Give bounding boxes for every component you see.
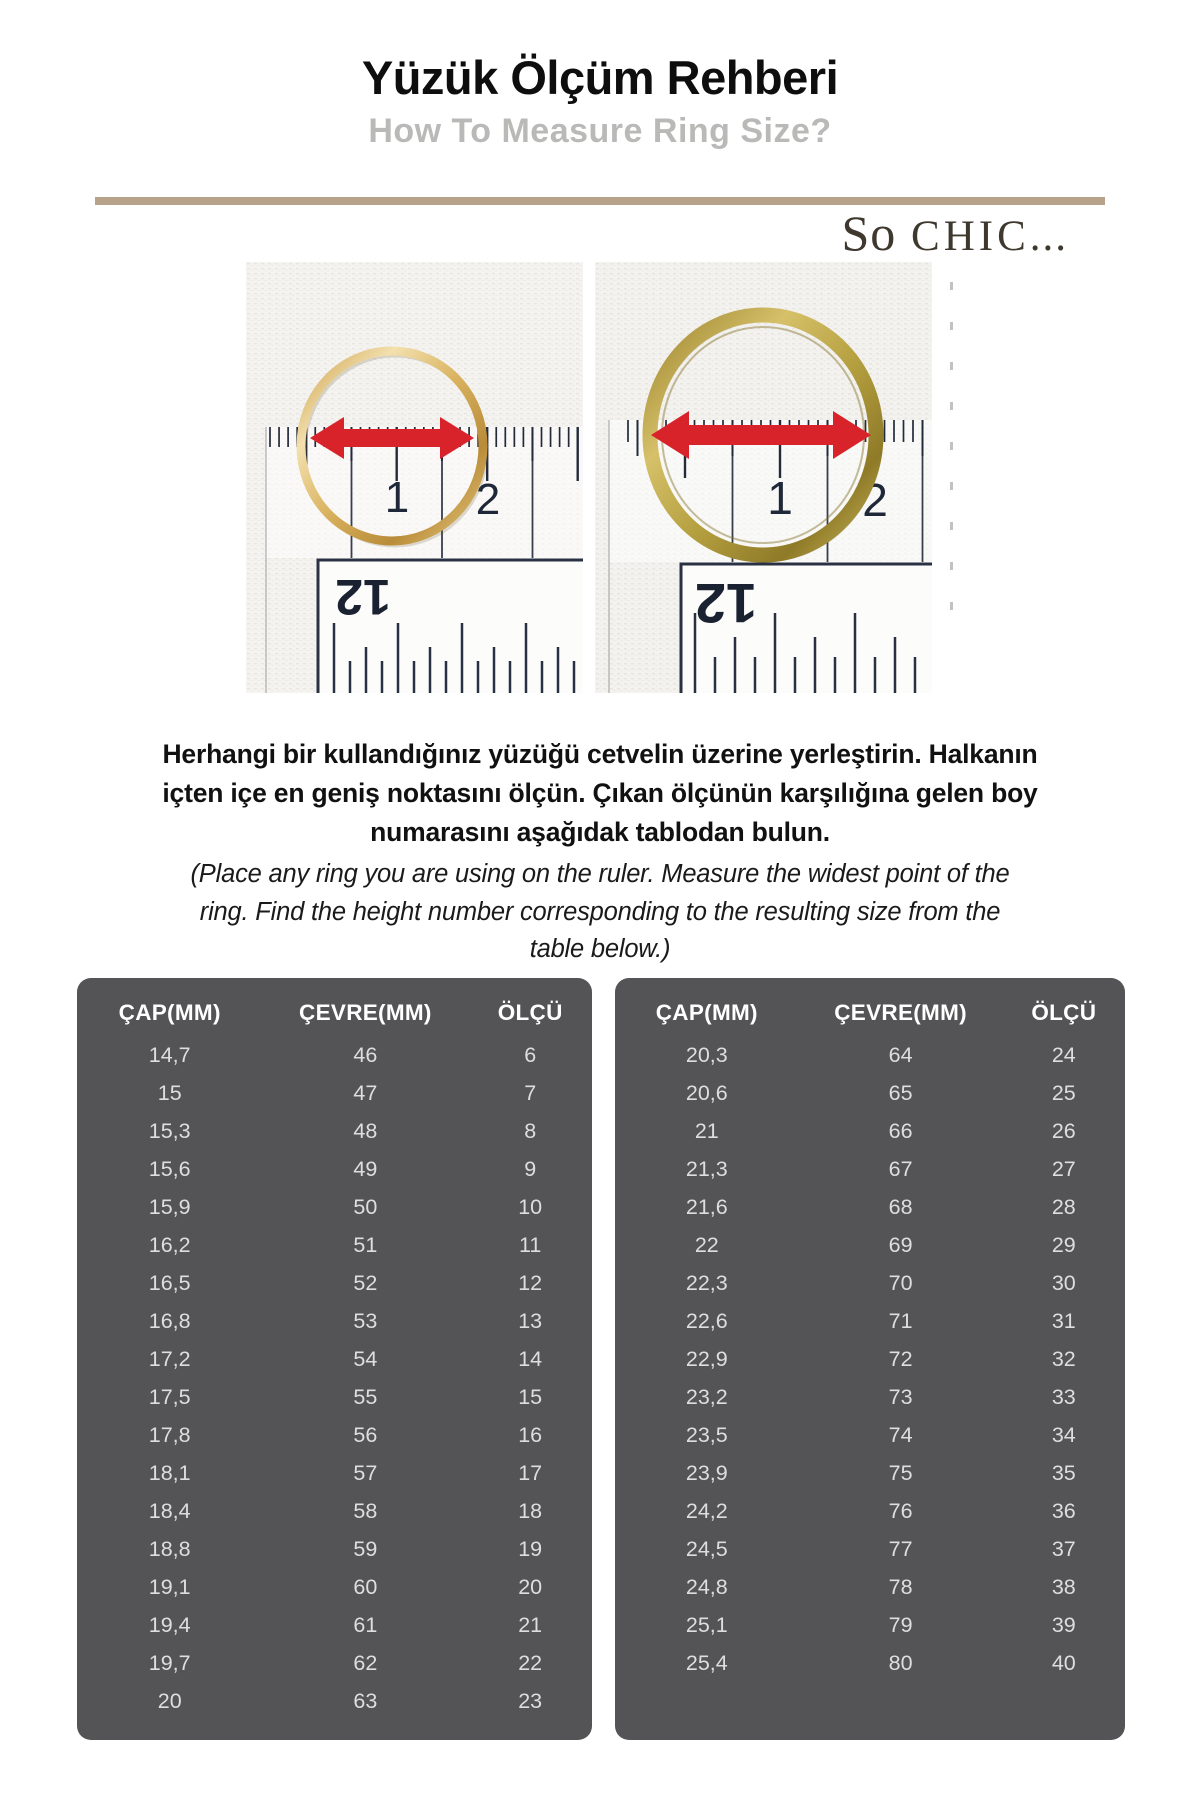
table-cell: 20,3 [685,1042,728,1067]
table-cell: 25,1 [685,1612,728,1637]
table-row [615,1112,1125,1150]
table-cell: 21,3 [685,1156,728,1181]
table-row [615,1226,1125,1264]
table-cell: 17,2 [148,1346,191,1371]
size-table-left [77,978,592,1740]
table-cell: 8 [524,1118,537,1143]
brand-part1: So [841,205,897,261]
table-row [615,1302,1125,1340]
ruler-number-1: 1 [767,472,793,524]
table-cell: 76 [888,1498,913,1523]
table-cell: 67 [888,1156,913,1181]
table-row [77,1682,592,1720]
table-cell: 9 [524,1156,537,1181]
table-cell: 17 [518,1460,543,1485]
table-cell: 23,5 [685,1422,728,1447]
table-cell: 19 [518,1536,543,1561]
table-row [77,1454,592,1492]
table-cell: 14 [518,1346,543,1371]
table-cell: 36 [1051,1498,1076,1523]
table-row [615,1492,1125,1530]
table-row [77,1530,592,1568]
table-cell: 19,7 [148,1650,191,1675]
ruler-number-12: 12 [694,572,758,635]
table-cell: 15,3 [148,1118,191,1143]
table-cell: 72 [888,1346,913,1371]
table-cell: 24,8 [685,1574,728,1599]
table-cell: 18,1 [148,1460,191,1485]
instructions-english-line: table below.) [529,935,671,964]
instructions-english-line: ring. Find the height number corresponding to the resulting size from the [199,897,1001,926]
table-row [615,1340,1125,1378]
table-row [615,1150,1125,1188]
instructions-english [90,856,1110,969]
brand-logo [841,204,1068,262]
table-cell: 54 [353,1346,378,1371]
table-body [77,1036,592,1720]
column-header-circumference: ÇEVRE(MM) [299,1000,432,1025]
table-cell: 38 [1051,1574,1076,1599]
table-cell: 66 [888,1118,913,1143]
table-cell: 75 [888,1460,913,1485]
table-row [77,1340,592,1378]
table-cell: 49 [353,1156,378,1181]
table-cell: 16,2 [148,1232,191,1257]
table-row [615,1074,1125,1112]
page-title: Yüzük Ölçüm Rehberi [361,51,839,104]
table-cell: 21,6 [685,1194,728,1219]
table-row [615,1264,1125,1302]
table-cell: 16 [518,1422,543,1447]
table-row [77,1492,592,1530]
table-cell: 28 [1051,1194,1076,1219]
table-cell: 33 [1051,1384,1076,1409]
table-cell: 58 [353,1498,378,1523]
table-body [615,1036,1125,1682]
table-cell: 15,9 [148,1194,191,1219]
table-cell: 18,8 [148,1536,191,1561]
dot-mark [950,562,953,570]
table-row [615,1416,1125,1454]
table-cell: 12 [518,1270,543,1295]
table-cell: 31 [1051,1308,1076,1333]
instructions-turkish-line: numarasını aşağıdak tablodan bulun. [370,816,830,847]
table-cell: 19,1 [148,1574,191,1599]
table-row [615,1454,1125,1492]
dot-mark [950,522,953,530]
table-cell: 34 [1051,1422,1076,1447]
background-ruler-dots [950,282,953,610]
table-row [615,1036,1125,1074]
table-row [77,1568,592,1606]
table-cell: 22 [518,1650,543,1675]
ring-photo-large [595,262,932,693]
instructions-turkish-line: içten içe en geniş noktasını ölçün. Çıkan ölçünün karşılığına gelen boy [162,777,1038,808]
table-row [77,1264,592,1302]
table-row [77,1644,592,1682]
column-header-size: ÖLÇÜ [497,1000,563,1025]
table-cell: 23,9 [685,1460,728,1485]
table-cell: 24,2 [685,1498,728,1523]
ruler-number-1: 1 [384,473,410,522]
ring-photo-large-svg [595,262,932,693]
dot-mark [950,442,953,450]
table-row [615,1530,1125,1568]
table-cell: 15,6 [148,1156,191,1181]
table-cell: 23 [518,1688,543,1713]
table-cell: 55 [353,1384,378,1409]
table-cell: 40 [1051,1650,1076,1675]
table-row [77,1074,592,1112]
table-cell: 24 [1051,1042,1076,1067]
table-cell: 30 [1051,1270,1076,1295]
column-header-diameter: ÇAP(MM) [118,1000,221,1025]
table-cell: 63 [353,1688,378,1713]
table-cell: 35 [1051,1460,1076,1485]
dot-mark [950,362,953,370]
table-row [77,1150,592,1188]
table-cell: 80 [888,1650,913,1675]
table-cell: 56 [353,1422,378,1447]
table-cell: 27 [1051,1156,1076,1181]
table-cell: 77 [888,1536,913,1561]
table-cell: 6 [524,1042,537,1067]
size-table-right [615,978,1125,1740]
table-cell: 39 [1051,1612,1076,1637]
table-row [615,1188,1125,1226]
table-row [615,1378,1125,1416]
table-row [615,1644,1125,1682]
table-cell: 50 [353,1194,378,1219]
table-cell: 15 [518,1384,543,1409]
table-cell: 24,5 [685,1536,728,1561]
table-cell: 79 [888,1612,913,1637]
table-cell: 25 [1051,1080,1076,1105]
table-row [77,1036,592,1074]
table-cell: 21 [694,1118,719,1143]
table-cell: 68 [888,1194,913,1219]
table-cell: 22 [694,1232,719,1257]
table-row [77,1226,592,1264]
table-cell: 71 [888,1308,913,1333]
table-cell: 57 [353,1460,378,1485]
table-cell: 21 [518,1612,543,1637]
table-cell: 22,6 [685,1308,728,1333]
table-header-row [77,990,592,1036]
table-cell: 60 [353,1574,378,1599]
table-cell: 14,7 [148,1042,191,1067]
table-cell: 64 [888,1042,913,1067]
table-cell: 20 [518,1574,543,1599]
ruler-number-12: 12 [335,569,391,625]
table-row [77,1302,592,1340]
dot-mark [950,482,953,490]
table-cell: 65 [888,1080,913,1105]
ring-photo-small [246,262,583,693]
table-cell: 46 [353,1042,378,1067]
column-header-size: ÖLÇÜ [1031,1000,1097,1025]
table-row [77,1112,592,1150]
table-cell: 52 [353,1270,378,1295]
table-row [615,1568,1125,1606]
table-row [615,1606,1125,1644]
column-header-circumference: ÇEVRE(MM) [834,1000,967,1025]
table-cell: 53 [353,1308,378,1333]
table-cell: 17,8 [148,1422,191,1447]
ruler-number-2: 2 [862,474,888,526]
dot-mark [950,402,953,410]
table-row [77,1378,592,1416]
table-row [77,1416,592,1454]
page-subtitle: How To Measure Ring Size? [368,112,832,150]
table-cell: 20 [157,1688,182,1713]
dot-mark [950,602,953,610]
ruler-number-2: 2 [475,475,501,524]
table-cell: 59 [353,1536,378,1561]
table-cell: 73 [888,1384,913,1409]
table-header-row [615,990,1125,1036]
table-row [77,1606,592,1644]
column-header-diameter: ÇAP(MM) [655,1000,758,1025]
table-cell: 20,6 [685,1080,728,1105]
table-cell: 22,9 [685,1346,728,1371]
table-cell: 10 [518,1194,543,1219]
table-cell: 78 [888,1574,913,1599]
table-cell: 23,2 [685,1384,728,1409]
table-cell: 37 [1051,1536,1076,1561]
table-cell: 19,4 [148,1612,191,1637]
table-cell: 16,8 [148,1308,191,1333]
ring-photo-small-svg [246,262,583,693]
dot-mark [950,322,953,330]
table-row [77,1188,592,1226]
table-cell: 48 [353,1118,378,1143]
instructions-turkish [60,735,1140,852]
table-cell: 62 [353,1650,378,1675]
table-cell: 15 [157,1080,182,1105]
brand-ellipsis: ... [1029,213,1068,260]
table-cell: 17,5 [148,1384,191,1409]
instructions-turkish-line: Herhangi bir kullandığınız yüzüğü cetvelin üzerine yerleştirin. Halkanın [162,739,1038,769]
table-cell: 51 [353,1232,378,1257]
table-cell: 74 [888,1422,913,1447]
table-cell: 18 [518,1498,543,1523]
brand-part2: CHIC [896,213,1030,260]
table-cell: 26 [1051,1118,1076,1143]
table-cell: 16,5 [148,1270,191,1295]
table-cell: 13 [518,1308,543,1333]
table-cell: 22,3 [685,1270,728,1295]
table-cell: 25,4 [685,1650,728,1675]
table-cell: 61 [353,1612,378,1637]
table-cell: 11 [519,1232,542,1257]
table-cell: 47 [353,1080,378,1105]
table-cell: 18,4 [148,1498,191,1523]
table-cell: 70 [888,1270,913,1295]
instructions-english-line: (Place any ring you are using on the ruler. Measure the widest point of the [190,860,1010,888]
table-cell: 32 [1051,1346,1076,1371]
table-cell: 7 [524,1080,537,1105]
table-cell: 69 [888,1232,913,1257]
dot-mark [950,282,953,290]
table-cell: 29 [1051,1232,1076,1257]
